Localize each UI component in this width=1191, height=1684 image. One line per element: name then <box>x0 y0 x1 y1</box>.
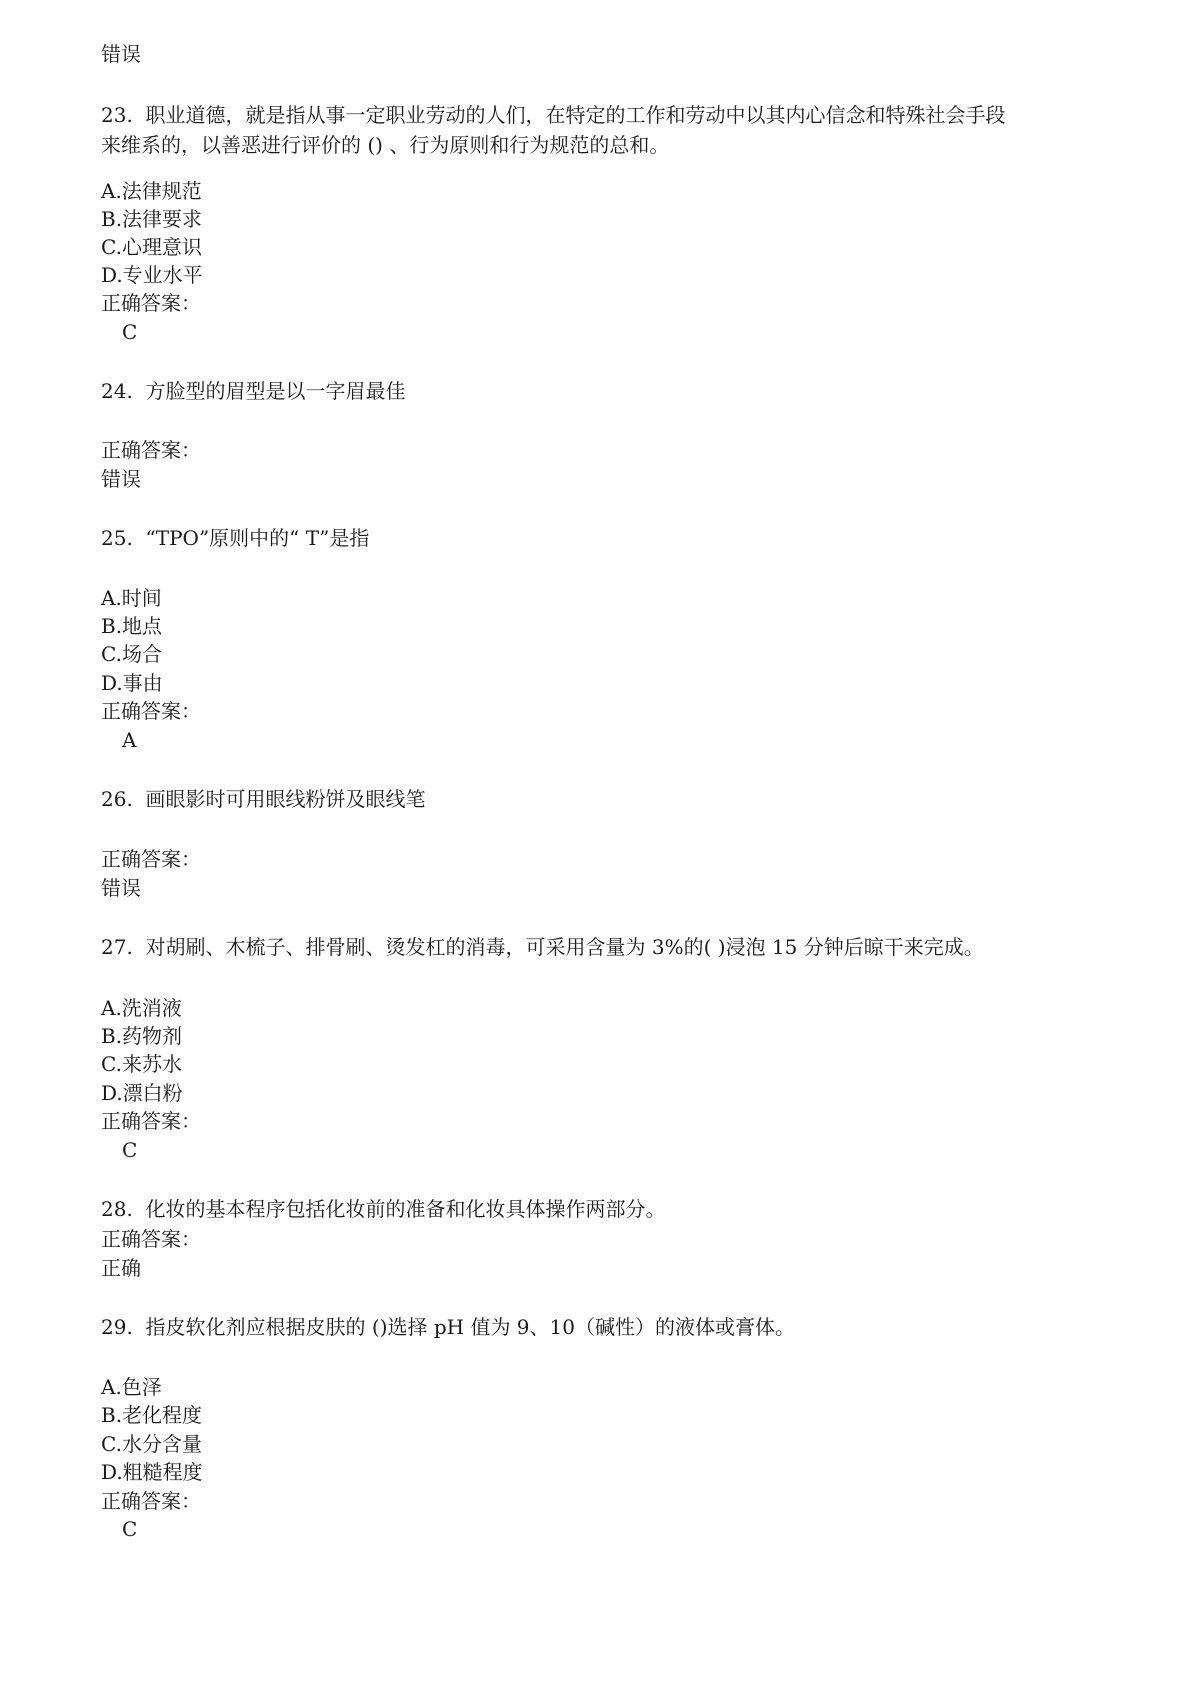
question-27-option-b: B.药物剂 <box>101 1024 183 1048</box>
question-27-answer-label: 正确答案： <box>101 1109 201 1133</box>
question-25-option-d: D.事由 <box>101 671 163 695</box>
question-29-option-c: C.水分含量 <box>101 1432 202 1456</box>
question-26-answer-label: 正确答案： <box>101 847 201 871</box>
question-27-answer: C <box>122 1138 138 1162</box>
question-29-answer: C <box>122 1517 138 1541</box>
question-text: 指皮软化剂应根据皮肤的 ()选择 pH 值为 9、10（碱性）的液体或膏体。 <box>145 1315 795 1339</box>
question-25-option-a: A.时间 <box>101 586 162 610</box>
question-29-option-d: D.粗糙程度 <box>101 1460 203 1484</box>
question-28-answer: 正确 <box>101 1256 141 1280</box>
question-23-text-continued: 来维系的，以善恶进行评价的 () 、行为原则和行为规范的总和。 <box>101 133 670 157</box>
question-text: 职业道德，就是指从事一定职业劳动的人们，在特定的工作和劳动中以其内心信念和特殊社会手段 <box>145 103 1006 127</box>
question-text: 化妆的基本程序包括化妆前的准备和化妆具体操作两部分。 <box>145 1197 666 1221</box>
previous-answer: 错误 <box>101 42 141 66</box>
question-27-option-a: A.洗消液 <box>101 996 182 1020</box>
question-24-text <box>101 378 406 404</box>
question-27-text <box>101 934 984 960</box>
question-text: “TPO”原则中的“ T”是指 <box>145 526 370 550</box>
question-24-answer: 错误 <box>101 467 141 491</box>
question-23-option-d: D.专业水平 <box>101 263 203 287</box>
question-23-text <box>101 102 1006 128</box>
question-text: 画眼影时可用眼线粉饼及眼线笔 <box>145 787 426 811</box>
question-27-option-c: C.来苏水 <box>101 1052 182 1076</box>
question-24-answer-label: 正确答案： <box>101 438 201 462</box>
question-29-text <box>101 1314 795 1340</box>
question-29-option-b: B.老化程度 <box>101 1403 203 1427</box>
question-number: 25. <box>101 526 133 550</box>
question-26-answer: 错误 <box>101 876 141 900</box>
question-23-option-a: A.法律规范 <box>101 179 202 203</box>
question-23-option-c: C.心理意识 <box>101 235 202 259</box>
question-23-answer: C <box>122 320 138 344</box>
question-number: 29. <box>101 1315 133 1339</box>
question-number: 24. <box>101 379 133 403</box>
question-25-option-c: C.场合 <box>101 642 162 666</box>
question-25-answer: A <box>122 728 137 752</box>
question-29-answer-label: 正确答案： <box>101 1489 201 1513</box>
question-text: 对胡刷、木梳子、排骨刷、烫发杠的消毒，可采用含量为 3%的( )浸泡 15 分钟后晾干来完成。 <box>145 935 984 959</box>
question-text: 方脸型的眉型是以一字眉最佳 <box>145 379 406 403</box>
question-number: 28. <box>101 1197 133 1221</box>
question-28-answer-label: 正确答案： <box>101 1227 201 1251</box>
question-number: 23. <box>101 103 133 127</box>
question-25-text <box>101 525 369 551</box>
question-25-answer-label: 正确答案： <box>101 699 201 723</box>
question-number: 27. <box>101 935 133 959</box>
question-23-answer-label: 正确答案： <box>101 291 201 315</box>
question-25-option-b: B.地点 <box>101 614 163 638</box>
question-26-text <box>101 786 426 812</box>
question-23-option-b: B.法律要求 <box>101 207 203 231</box>
question-number: 26. <box>101 787 133 811</box>
question-27-option-d: D.漂白粉 <box>101 1081 183 1105</box>
question-29-option-a: A.色泽 <box>101 1375 162 1399</box>
question-28-text <box>101 1196 666 1222</box>
